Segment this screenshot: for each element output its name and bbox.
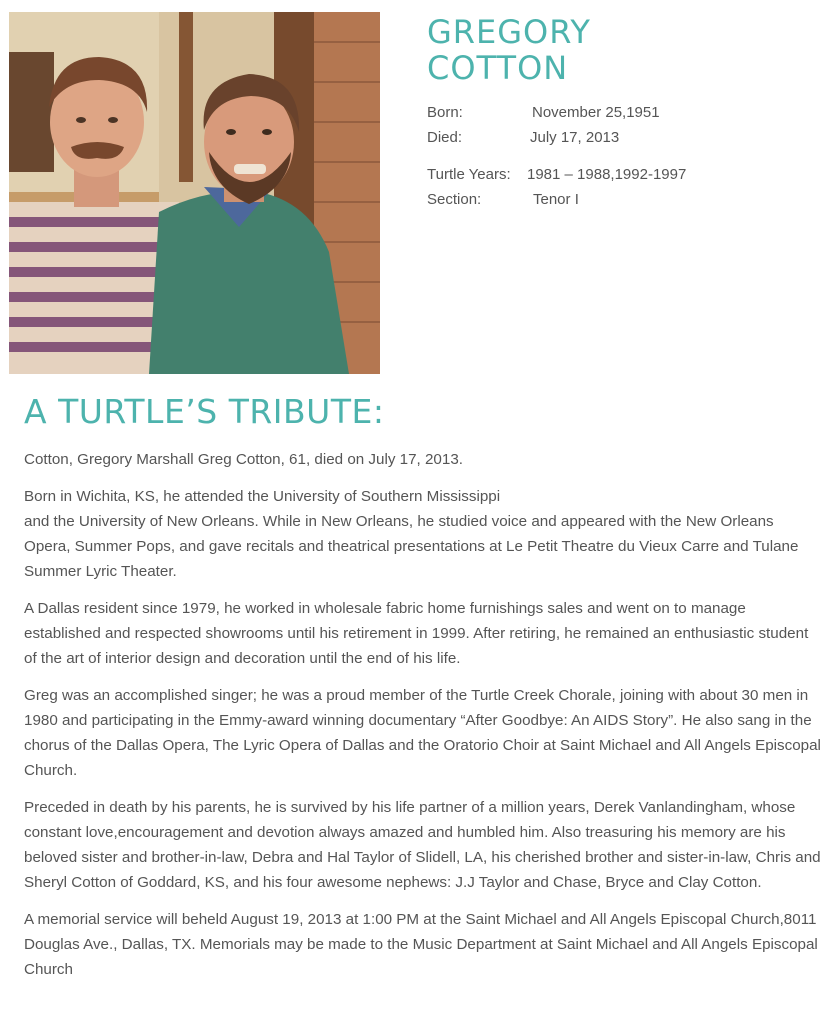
tribute-paragraph-4: Greg was an accomplished singer; he was a proud member of the Turtle Creek Chorale, joining with about 30 men in 1980 and participating in the Emmy-award winning documentary “After Goodbye: An AIDS Story”. He also sang in the chorus of the Dallas Opera, The Lyric Opera of Dallas and the Oratorio Choir at Saint Michael and All Angels Episcopal Church.	[24, 687, 821, 779]
section-row	[427, 189, 579, 211]
tribute-paragraph-5: Preceded in death by his parents, he is survived by his life partner of a million years, Derek Vanlandingham, whose constant love,encouragement and devotion always amazed and humbled him. Also treasuring his memory are his beloved sister and brother-in-law, Debra and Hal Taylor of Slidell, LA, his cherished brother and sister-in-law, Chris and Sheryl Cotton of Goddard, KS, and his four awesome nephews: J.J Taylor and Chase, Bryce and Clay Cotton.	[24, 799, 821, 891]
turtle-years-row	[427, 164, 686, 186]
born-value: November 25,1951	[532, 104, 660, 121]
section-label: Section:	[427, 191, 482, 208]
name-first: GREGORY	[427, 13, 591, 51]
tribute-paragraph-1: Cotton, Gregory Marshall Greg Cotton, 61, died on July 17, 2013.	[24, 451, 463, 468]
born-row	[427, 102, 660, 124]
section-value: Tenor I	[533, 191, 579, 208]
tribute-paragraph-2-rest: and the University of New Orleans. While in New Orleans, he studied voice and appeared with the New Orleans Opera, Summer Pops, and gave recitals and theatrical presentations at Le Petit Theatre du Vieux Carre and Tulane Summer Lyric Theater.	[24, 513, 799, 580]
tribute-heading: A TURTLE’S TRIBUTE:	[24, 392, 385, 431]
tribute-paragraph-6: A memorial service will beheld August 19, 2013 at 1:00 PM at the Saint Michael and All Angels Episcopal Church,8011 Douglas Ave., Dallas, TX. Memorials may be made to the Music Department at Saint Michael and All Angels Episcopal Church	[24, 911, 818, 978]
died-label: Died:	[427, 129, 463, 146]
name-last: COTTON	[427, 49, 569, 87]
tribute-paragraph-2-first-line: Born in Wichita, KS, he attended the University of Southern Mississippi	[24, 488, 501, 505]
tribute-paragraph-3: A Dallas resident since 1979, he worked in wholesale fabric home furnishings sales and went on to manage established and respected showrooms until his retirement in 1999. After retiring, he remained an enthusiastic student of the art of interior design and decoration until the end of his life.	[24, 600, 809, 667]
turtle-years-value: 1981 – 1988,1992-1997	[527, 166, 687, 183]
tribute-body	[24, 447, 824, 994]
turtle-years-label: Turtle Years:	[427, 166, 511, 183]
died-value: July 17, 2013	[530, 129, 620, 146]
died-row	[427, 127, 619, 149]
member-name	[427, 14, 591, 86]
born-label: Born:	[427, 104, 463, 121]
tribute-paragraph-2	[24, 484, 824, 584]
portrait-photo	[9, 12, 380, 374]
